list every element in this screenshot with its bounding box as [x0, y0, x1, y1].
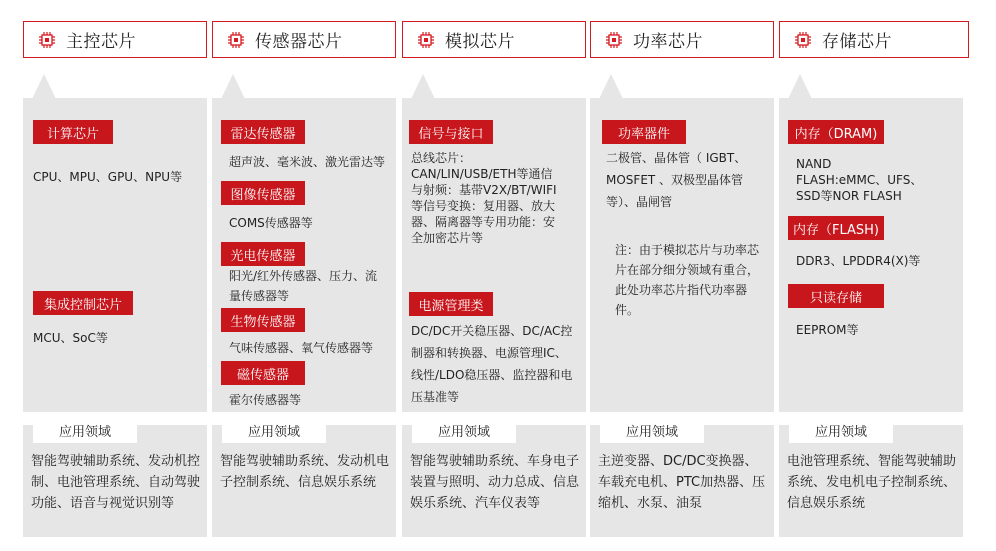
column-title: 主控芯片 [66, 32, 136, 52]
application-panel [779, 425, 963, 537]
chip-icon [38, 31, 56, 49]
category-text: NAND FLASH:eMMC、UFS、SSD等NOR FLASH [796, 157, 923, 203]
application-panel [402, 425, 586, 537]
column-sensor-chip [212, 0, 396, 551]
column-analog-chip [402, 0, 586, 551]
content-panel [402, 98, 586, 412]
pointer-arrow [599, 74, 623, 99]
category-label: 光电传感器 [221, 242, 305, 266]
category-label: 内存（FLASH) [788, 216, 884, 240]
application-label: 应用领域 [600, 417, 704, 443]
category-text: 气味传感器、氧气传感器等 [229, 341, 374, 355]
content-panel [212, 98, 396, 412]
application-text: 主逆变器、DC/DC变换器、车载充电机、PTC加热器、压缩机、水泵、油泵 [598, 454, 766, 511]
category-label: 集成控制芯片 [33, 291, 133, 315]
category-text: DC/DC开关稳压器、DC/AC控制器和转换器、电源管理IC、线性/LDO稳压器、监控器和电压基准等 [411, 324, 573, 404]
column-title: 功率芯片 [633, 32, 703, 52]
content-panel [23, 98, 207, 412]
application-label: 应用领域 [33, 417, 137, 443]
column-title: 模拟芯片 [445, 32, 515, 52]
category-label: 计算芯片 [33, 120, 113, 144]
category-label: 图像传感器 [221, 181, 305, 205]
column-power-chip [590, 0, 774, 551]
category-text: EEPROM等 [796, 323, 859, 337]
chip-icon [605, 31, 623, 49]
application-text: 智能驾驶辅助系统、车身电子装置与照明、动力总成、信息娱乐系统、汽车仪表等 [410, 454, 580, 511]
category-text: DDR3、LPDDR4(X)等 [796, 254, 921, 268]
pointer-arrow [221, 74, 245, 99]
category-text: 二极管、晶体管（ IGBT、MOSFET 、双极型晶体管等）、晶闸管 [606, 151, 747, 209]
application-text: 智能驾驶辅助系统、发动机控制、电池管理系统、自动驾驶功能、语音与视觉识别等 [31, 454, 201, 511]
chip-icon [227, 31, 245, 49]
category-text: 超声波、毫米波、激光雷达等 [229, 155, 386, 169]
category-text: CPU、MPU、GPU、NPU等 [33, 170, 183, 184]
column-title: 存储芯片 [822, 32, 892, 52]
pointer-arrow [788, 74, 812, 99]
header-power-chip [590, 21, 774, 58]
chip-icon [794, 31, 812, 49]
application-label: 应用领域 [222, 417, 326, 443]
category-label: 雷达传感器 [221, 120, 305, 144]
category-label: 信号与接口 [409, 120, 493, 144]
application-text: 智能驾驶辅助系统、发动机电子控制系统、信息娱乐系统 [220, 454, 390, 490]
column-memory-chip [779, 0, 963, 551]
category-label: 内存（DRAM) [788, 120, 884, 144]
pointer-arrow [411, 74, 435, 99]
category-text: COMS传感器等 [229, 216, 313, 230]
category-text: 阳光/红外传感器、压力、流量传感器等 [229, 269, 378, 303]
content-panel [590, 98, 774, 412]
column-main-control-chip [23, 0, 207, 551]
application-panel [212, 425, 396, 537]
application-panel [23, 425, 207, 537]
column-title: 传感器芯片 [255, 32, 343, 52]
application-text: 电池管理系统、智能驾驶辅助系统、发电机电子控制系统、信息娱乐系统 [787, 454, 957, 511]
category-label: 磁传感器 [221, 361, 305, 385]
application-label: 应用领域 [789, 417, 893, 443]
category-label: 生物传感器 [221, 308, 305, 332]
application-label: 应用领域 [412, 417, 516, 443]
header-sensor-chip [212, 21, 396, 58]
category-text: 总线芯片：CAN/LIN/USB/ETH等通信与射频：基带V2X/BT/WIFI等信号变换：复用器、放大器、隔离器等专用功能：安全加密芯片等 [411, 151, 557, 245]
category-label: 电源管理类 [409, 292, 493, 316]
category-text: 霍尔传感器等 [229, 393, 302, 407]
note-text: 注：由于模拟芯片与功率芯片在部分细分领域有重合，此处功率芯片指代功率器件。 [615, 243, 760, 317]
pointer-arrow [32, 74, 56, 99]
header-main-control-chip [23, 21, 207, 58]
category-label: 功率器件 [602, 120, 686, 144]
category-text: MCU、SoC等 [33, 331, 108, 345]
header-analog-chip [402, 21, 586, 58]
category-label: 只读存储 [788, 284, 884, 308]
chip-icon [417, 31, 435, 49]
application-panel [590, 425, 774, 537]
content-panel [779, 98, 963, 412]
header-memory-chip [779, 21, 969, 58]
